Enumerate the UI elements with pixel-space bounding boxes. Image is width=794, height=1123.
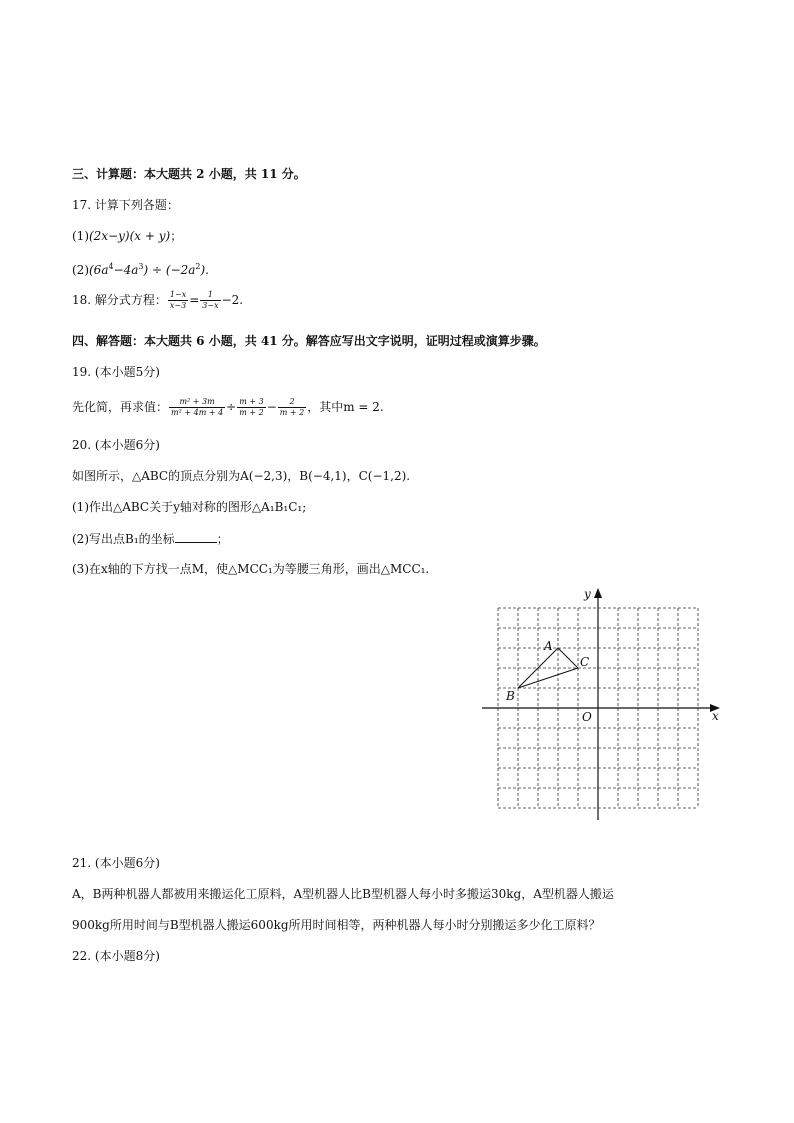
q19-tail: ，其中m = 2. — [307, 400, 384, 414]
q17-part1-expr: (2x−y)(x + y) — [89, 229, 171, 243]
q17-part2-c: ) ÷ (−2a — [143, 263, 196, 277]
q19-f3-numerator: 2 — [278, 397, 306, 408]
point-c-label: C — [580, 655, 590, 669]
q19-f1-numerator: m² + 3m — [169, 397, 225, 408]
q20-head: 20. (本小题6分) — [72, 438, 160, 452]
q18-f2-denominator: 3−x — [202, 301, 219, 310]
q17-part2-exp-c: 2 — [195, 262, 201, 271]
q19-divide: ÷ — [226, 400, 237, 414]
q17-part1 — [72, 228, 182, 244]
section-3-title: 三、计算题：本大题共 2 小题，共 11 分。 — [72, 167, 306, 181]
q21-line-2: 900kg所用时间与B型机器人搬运600kg所用时间相等，两种机器人每小时分别搬运多少化工原料？ — [72, 918, 601, 932]
q17-part1-label: (1) — [72, 229, 89, 243]
q17-stem: 17. 计算下列各题： — [72, 198, 179, 212]
y-axis-label: y — [584, 587, 591, 601]
q17-part2-d: ). — [200, 263, 209, 277]
q18-fraction-1 — [168, 290, 188, 311]
point-a-label: A — [544, 639, 553, 653]
q17-part2 — [72, 259, 209, 278]
q19-fraction-2 — [237, 397, 265, 418]
q19-head: 19. (本小题5分) — [72, 365, 160, 379]
point-b-label: B — [506, 689, 515, 703]
q19-minus: − — [266, 400, 277, 414]
q21-head: 21. (本小题6分) — [72, 856, 160, 870]
q19-f3-denominator: m + 2 — [279, 408, 305, 417]
q17-part2-exp-b: 3 — [138, 262, 144, 271]
q19-lead: 先化简，再求值： — [72, 400, 169, 414]
q17-part2-a: (6a — [89, 263, 109, 277]
q18-stem: 18. 解分式方程： — [72, 293, 167, 307]
q19-fraction-3 — [278, 397, 306, 418]
q20-part2-text: (2)写出点B₁的坐标 — [72, 532, 175, 546]
q19-f2-numerator: m + 3 — [239, 397, 264, 406]
q20-stem: 如图所示，△ABC的顶点分别为A(−2,3)，B(−4,1)，C(−1,2). — [72, 469, 411, 483]
q17-part2-label: (2) — [72, 263, 89, 277]
y-axis-arrow-icon — [594, 588, 602, 598]
q20-part2 — [72, 530, 229, 547]
coordinate-grid-figure — [478, 584, 728, 822]
q21-line-1: A，B两种机器人都被用来搬运化工原料，A型机器人比B型机器人每小时多搬运30kg，A型机器人搬运 — [72, 887, 614, 901]
q18-f2-numerator: 1 — [200, 290, 220, 301]
q20-part3: (3)在x轴的下方找一点M，使△MCC₁为等腰三角形，画出△MCC₁. — [72, 562, 430, 576]
q19-f2-denominator: m + 2 — [239, 408, 264, 417]
answer-blank[interactable] — [175, 530, 217, 543]
q18-tail: −2. — [221, 293, 244, 307]
q20-part1: (1)作出△ABC关于y轴对称的图形△A₁B₁C₁; — [72, 500, 307, 514]
q19-body — [72, 397, 384, 418]
q18 — [72, 290, 243, 311]
q17-part2-b: −4a — [113, 263, 139, 277]
origin-label: O — [582, 710, 592, 724]
q22-head: 22. (本小题8分) — [72, 949, 160, 963]
x-axis-label: x — [712, 709, 719, 723]
q18-f1-denominator: x−3 — [169, 301, 187, 310]
q17-part2-exp-a: 4 — [108, 262, 114, 271]
q20-part2-end: ； — [216, 532, 229, 546]
q18-equals: = — [189, 293, 200, 307]
section-4-title: 四、解答题：本大题共 6 小题，共 41 分。解答应写出文字说明，证明过程或演算步骤。 — [72, 334, 546, 348]
q18-f1-numerator: 1−x — [169, 290, 187, 299]
q18-fraction-2 — [200, 290, 220, 311]
q17-part1-end: ； — [170, 229, 183, 243]
q19-fraction-1 — [169, 397, 225, 418]
q19-f1-denominator: m² + 4m + 4 — [171, 408, 224, 417]
